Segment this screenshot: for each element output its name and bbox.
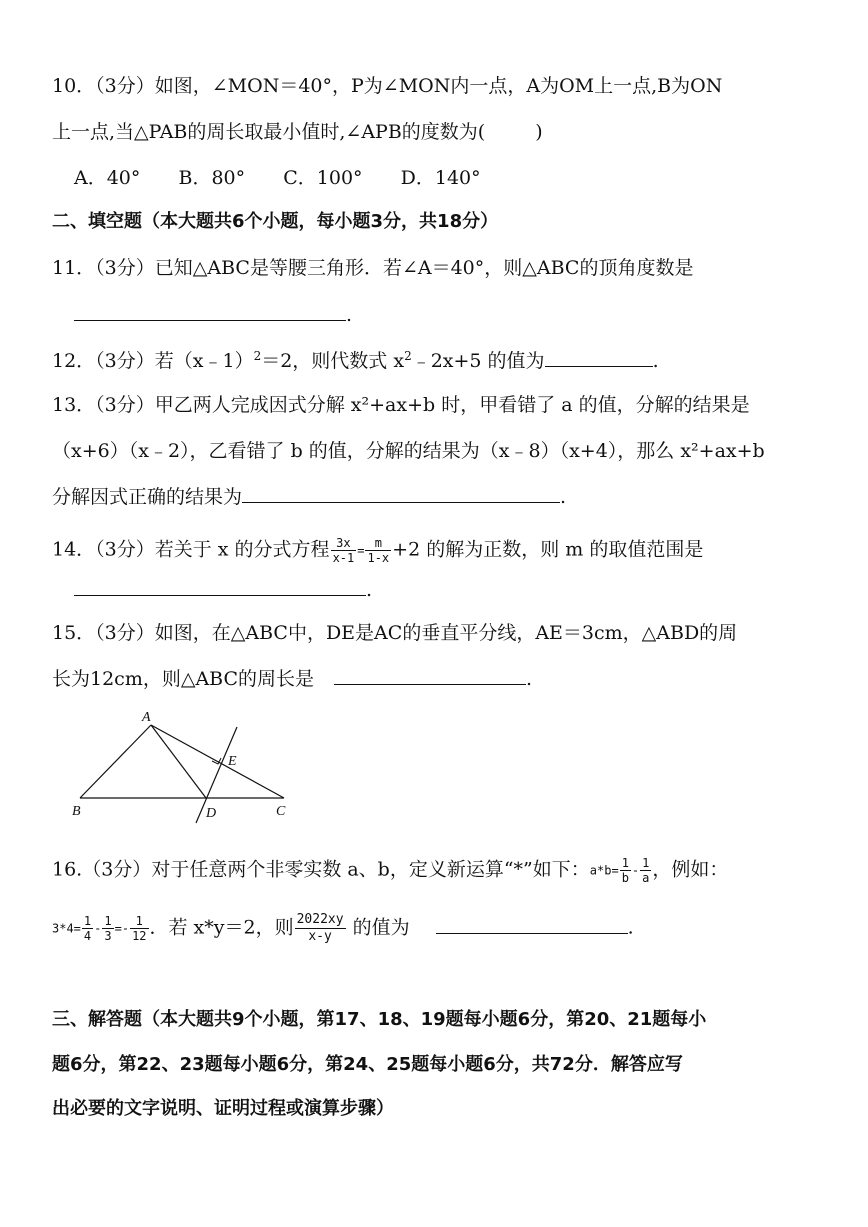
q11-number: 11．（3分） [52,257,155,279]
q16-text-b: 的值为 [352,916,410,939]
q12-text-b: ＝2，则代数式 x [261,350,405,372]
q12-number: 12．（3分） [52,350,155,372]
q10-close-paren: ) [535,121,543,143]
q16-example-lhs: 3*4= [52,921,81,936]
label-c: C [276,804,286,819]
perpendicular-bisector-de [196,727,237,823]
q10-option-c: C．100° [283,167,363,189]
q14-answer-blank[interactable] [74,577,366,596]
q14-line1 [52,536,703,565]
triangle-diagram [60,705,310,825]
q13-line2: （x+6）（x﹣2），乙看错了 b 的值，分解的结果为（x﹣8）（x+4），那么 x²+ax+b [52,440,765,462]
q10-line2 [52,120,543,144]
q13-line3 [52,484,566,509]
q14-fraction-2: $\frac{m}{1-x}$ [367,536,390,565]
q15-text-2: 长为12cm，则△ABC的周长是 [52,668,315,690]
segment-ab [80,725,151,798]
q12-answer-blank[interactable] [545,348,653,367]
q10-text-2: 上一点,当△PAB的周长取最小值时,∠APB的度数为( [52,121,486,143]
q16-period: . [627,916,634,939]
q13-number: 13．（3分） [52,394,155,416]
q10-number: 10．（3分） [52,75,155,97]
q14-period: . [366,579,373,601]
q11-period: . [346,304,353,326]
q13-text-3: 分解因式正确的结果为 [52,486,243,508]
q16-answer-blank[interactable] [436,915,628,934]
q10-option-a: A．40° [74,167,141,189]
q10-text: 如图，∠MON＝40°，P为∠MON内一点，A为OM上一点,B为ON [154,75,723,97]
q16-ex-fraction-3: $\frac{1}{12}$ [132,914,147,943]
q16-def-fraction-1: $\frac{1}{b}$ [621,856,629,885]
q13-answer-blank[interactable] [242,484,560,503]
q12-exponent-1: 2 [253,349,262,363]
q12-text-a: 若（x﹣1） [154,350,254,372]
section2-heading: 二、填空题（本大题共6个小题，每小题3分，共18分） [52,211,499,232]
label-a: A [142,710,151,725]
label-d: D [206,806,217,821]
q14-text-b: +2 的解为正数，则 m 的取值范围是 [392,538,704,561]
q13-line1 [52,393,750,417]
q12-text-c: ﹣2x+5 的值为 [411,350,545,372]
q16-def-minus: - [631,863,640,878]
q14-fraction-1: $\frac{3x}{x-1}$ [332,536,355,565]
q10-option-d: D．140° [400,167,481,189]
q11-line1 [52,256,693,280]
q12-exponent-2: 2 [404,349,412,363]
q13-period: . [560,486,567,508]
q13-text-1: 甲乙两人完成因式分解 x²+ax+b 时，甲看错了 a 的值，分解的结果是 [154,394,750,416]
q15-answer-blank[interactable] [334,666,526,685]
label-b: B [72,804,81,819]
segment-ac [151,725,284,798]
q14-equals: = [357,543,365,558]
label-e: E [228,754,237,769]
q16-text-1: 对于任意两个非零实数 a、b，定义新运算“*”如下： [151,858,590,881]
q14-text-a: 若关于 x 的分式方程 [154,538,330,561]
q16-definition-lhs: a*b= [589,863,619,878]
q16-ex-fraction-2: $\frac{1}{3}$ [104,914,112,943]
q16-ex-equals: =- [114,921,130,936]
q16-expression-fraction: $\frac{2022xy}{x-y}$ [296,912,344,944]
q10-option-b: B．80° [178,167,246,189]
q11-answer-blank[interactable] [74,302,346,321]
q15-line1 [52,621,737,645]
q15-text-1: 如图，在△ABC中，DE是AC的垂直平分线，AE＝3cm，△ABD的周 [154,622,738,644]
q16-line1 [52,856,728,885]
segment-ad [151,725,206,798]
q16-ex-minus: - [94,921,102,936]
section3-heading-line3: 出必要的文字说明、证明过程或演算步骤） [52,1098,394,1119]
section3-heading-line1: 三、解答题（本大题共9个小题，第17、18、19题每小题6分，第20、21题每小 [52,1009,707,1030]
q15-number: 15．（3分） [52,622,155,644]
q15-line2 [52,666,532,691]
q14-line2 [74,577,372,602]
q16-ex-fraction-1: $\frac{1}{4}$ [83,914,92,943]
q12-line [52,348,659,373]
q16-line2 [52,912,634,945]
q16-def-fraction-2: $\frac{1}{a}$ [642,856,650,885]
q10-line1 [52,74,722,98]
q16-text-a: ．若 x*y＝2，则 [149,916,294,939]
q14-number: 14．（3分） [52,538,155,561]
section3-heading-line2: 题6分，第22、23题每小题6分，第24、25题每小题6分，共72分．解答应写 [52,1054,683,1075]
q11-text: 已知△ABC是等腰三角形．若∠A＝40°，则△ABC的顶角度数是 [154,257,694,279]
q11-line2 [74,302,352,327]
q15-period: . [526,668,533,690]
q12-period: . [652,350,659,372]
q16-text-1-end: ，例如： [652,858,729,881]
q16-number: 16.（3分） [52,858,152,881]
q10-options [74,166,481,190]
